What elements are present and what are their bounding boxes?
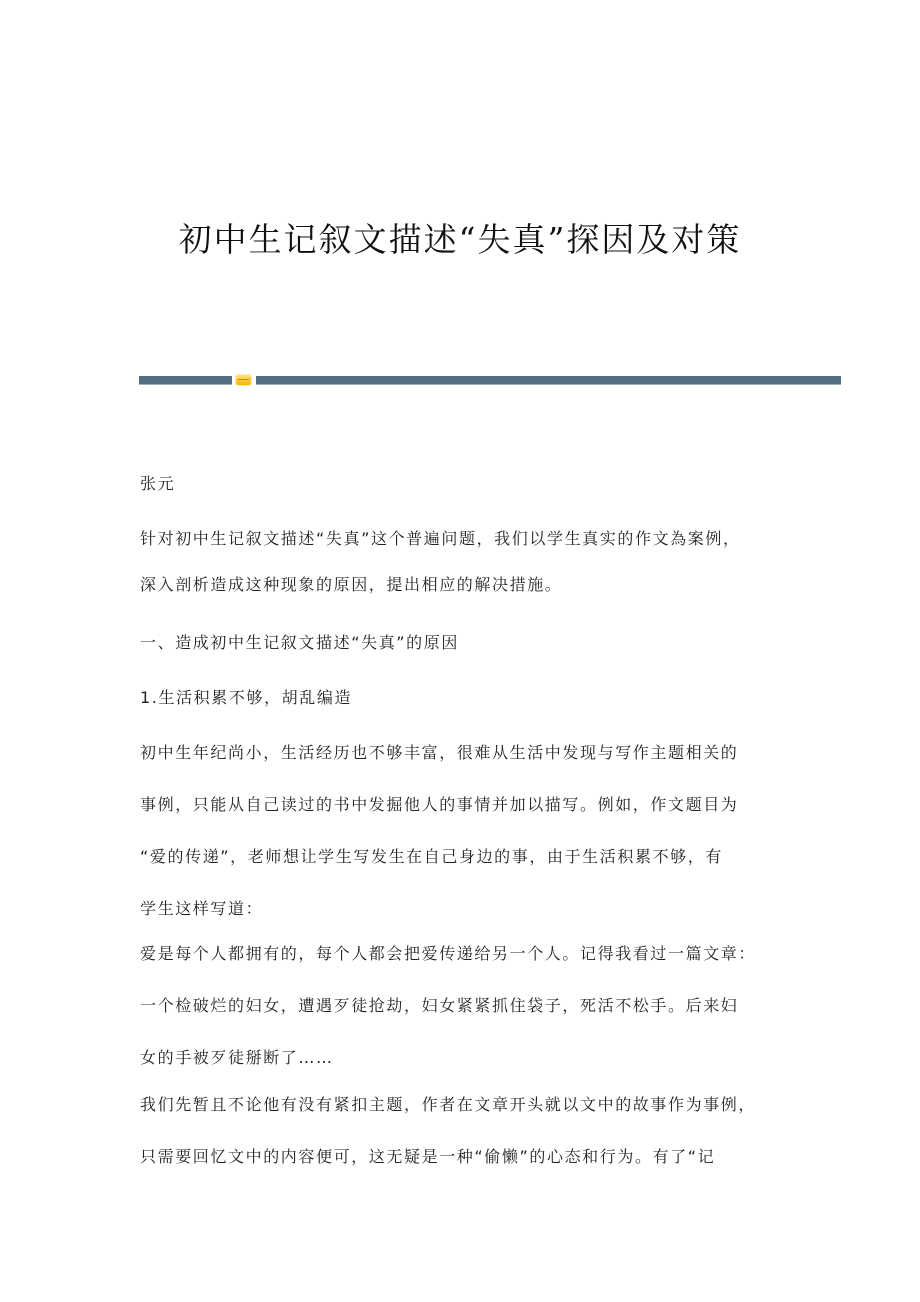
text-line: 一个检破烂的妇女，遭遇歹徒抢劫，妇女紧紧抓住袋子，死活不松手。后来妇 (140, 996, 739, 1015)
text-line: 针对初中生记叙文描述“失真”这个普遍问题，我们以学生真实的作文為案例， (140, 529, 741, 548)
section-heading (140, 635, 800, 651)
text-line: 学生这样写道： (140, 899, 264, 918)
title-divider (139, 374, 841, 384)
text-line: 事例，只能从自己读过的书中发掘他人的事情并加以描写。例如，作文题目为 (140, 795, 739, 814)
text-line: 1.生活积累不够，胡乱编造 (140, 688, 353, 707)
author-name: 张元 (140, 474, 176, 493)
paragraph-intro (140, 531, 800, 593)
paragraph-quote (140, 946, 800, 1066)
paragraph-body-2 (140, 1097, 800, 1165)
divider-ornament-icon (236, 375, 251, 385)
paragraph-body-1 (140, 745, 800, 917)
text-line: “爱的传递”，老师想让学生写发生在自己身边的事，由于生活积累不够，有 (140, 847, 723, 866)
text-line: 只需要回忆文中的内容便可，这无疑是一种“偷懒”的心态和行为。有了“记 (140, 1147, 716, 1166)
divider-bar-left (139, 376, 232, 385)
text-line: 一、造成初中生记叙文描述“失真”的原因 (140, 633, 459, 652)
divider-bar-right (256, 376, 841, 385)
document-title: 初中生记叙文描述“失真”探因及对策 (178, 220, 742, 259)
text-line: 我们先暂且不论他有没有紧扣主题，作者在文章开头就以文中的故事作为事例， (140, 1095, 757, 1114)
subsection-heading (140, 690, 800, 706)
text-line: 爱是每个人都拥有的，每个人都会把爱传递给另一个人。记得我看过一篇文章： (140, 944, 757, 963)
text-line: 深入剖析造成这种现象的原因，提出相应的解决措施。 (140, 575, 563, 594)
text-line: 女的手被歹徒掰断了…… (140, 1048, 334, 1067)
text-line: 初中生年纪尚小，生活经历也不够丰富，很难从生活中发现与写作主题相关的 (140, 743, 739, 762)
